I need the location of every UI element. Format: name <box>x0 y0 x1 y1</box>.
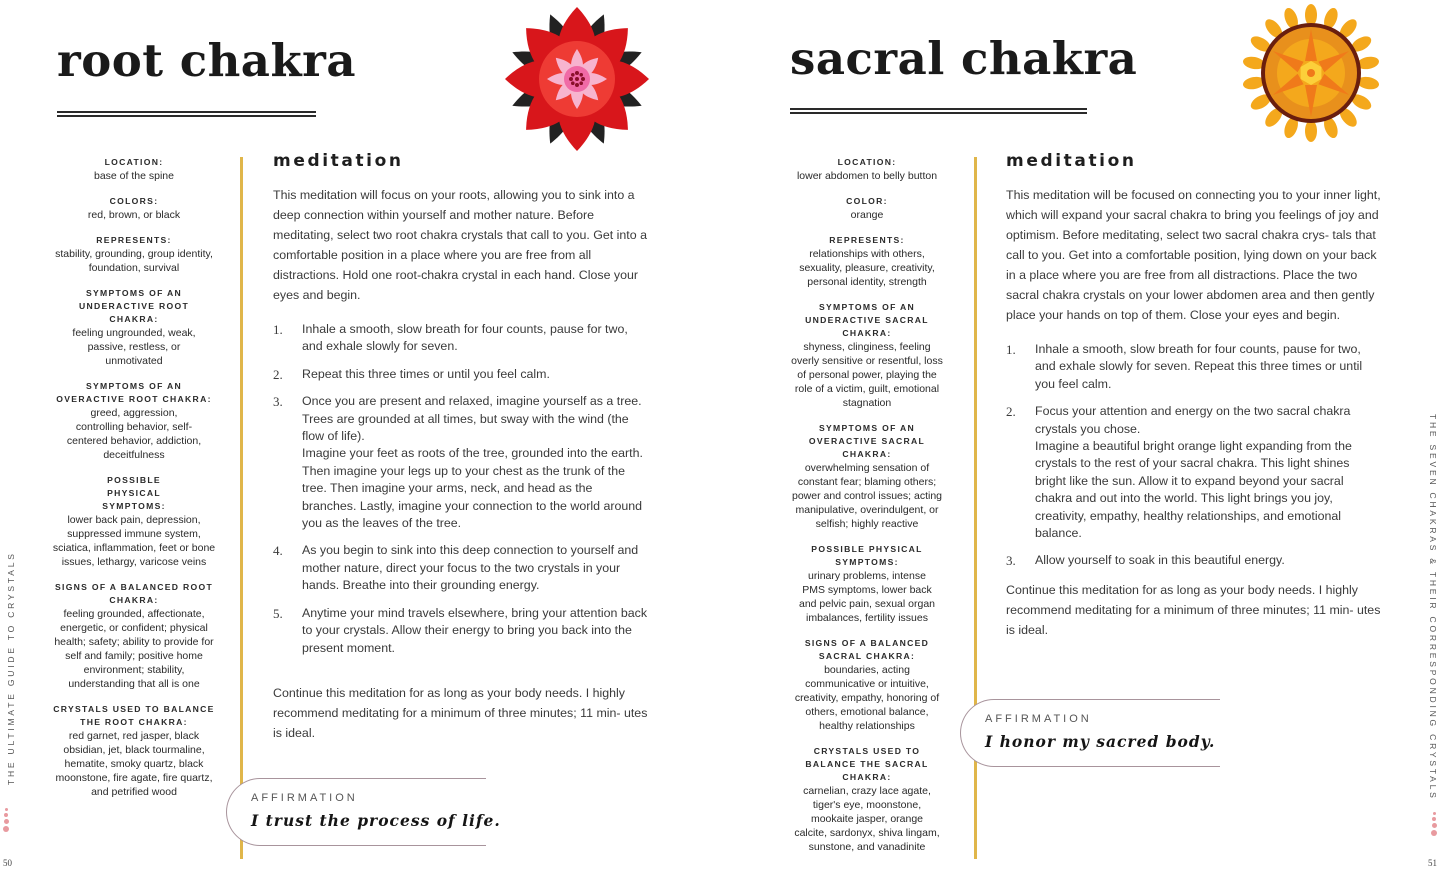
page-title: root chakra <box>57 34 357 87</box>
fact-balanced: SIGNS OF A BALANCED ROOT CHAKRA: feeling grounded, affectionate, energetic, or confident; physical health; safety; ability to provide for self and family; positive home environment; stability, understanding that all is one <box>54 582 214 690</box>
chakra-facts-sidebar <box>52 156 216 811</box>
fact-underactive: SYMPTOMS OF AN UNDERACTIVE ROOT CHAKRA: feeling ungrounded, weak, passive, restless, or unmotivated <box>72 288 196 367</box>
affirmation-text: I honor my sacred body. <box>985 732 1216 751</box>
affirmation-box <box>226 778 501 846</box>
chakra-facts-sidebar <box>788 156 946 866</box>
meditation-heading: meditation <box>273 151 404 171</box>
step-item: 2. Focus your attention and energy on the two sacral chakra crystals you chose. Imagine a beautiful bright orange light expanding from the crystals to the rest of your sacral chakra. This light shines bright like the sun. Allow it to expand beyond your sacral chakra and out into the world. This light brings you joy, creativity, empathy, healthy relationships, and emotional balance. <box>1006 404 1352 541</box>
fact-location: LOCATION: base of the spine <box>94 157 174 182</box>
step-item: 4. As you begin to sink into this deep connection to yourself and mother nature, direct your focus to the two crystals in your hands. Breathe into their grounding energy. <box>273 543 639 593</box>
affirmation-box <box>960 699 1220 767</box>
meditation-steps <box>1006 341 1382 570</box>
meditation-steps <box>273 321 648 657</box>
step-item: 2. Repeat this three times or until you feel calm. <box>273 366 550 382</box>
step-item: 5. Anytime your mind travels elsewhere, bring your attention back to your crystals. Allow their energy to bring you back into the present moment. <box>273 605 648 655</box>
fact-overactive: SYMPTOMS OF AN OVERACTIVE SACRAL CHAKRA: overwhelming sensation of constant fear; blaming others; power and control issues; acting manipulative, overindulgent, or selfish; highly reactive <box>792 423 942 530</box>
meditation-heading: meditation <box>1006 151 1137 171</box>
fact-location: LOCATION: lower abdomen to belly button <box>796 157 938 182</box>
left-page <box>0 0 722 872</box>
fact-crystals: CRYSTALS USED TO BALANCE THE SACRAL CHAKRA: carnelian, crazy lace agate, tiger's eye, moonstone, mookaite jasper, orange calcite, sardonyx, shiva lingam, sunstone, and vanadinite <box>794 746 940 853</box>
affirmation-label: AFFIRMATION <box>985 713 1092 725</box>
meditation-section <box>1006 151 1382 640</box>
fact-underactive: SYMPTOMS OF AN UNDERACTIVE SACRAL CHAKRA: shyness, clinginess, feeling overly sensitive or resentful, loss of personal power, playing the role of a victim, guilt, emotional stagnation <box>791 302 943 409</box>
fact-physical-symptoms: POSSIBLE PHYSICAL SYMPTOMS: urinary problems, intense PMS symptoms, lower back and pelvic pain, sexual organ imbalances, fertility issues <box>798 544 935 624</box>
fact-colors: COLORS: red, brown, or black <box>87 196 181 221</box>
meditation-outro: Continue this meditation for as long as your body needs. I highly recommend meditating for a minimum of three minutes; 11 min- utes is ideal. <box>273 685 648 740</box>
affirmation-text: I trust the process of life. <box>251 811 501 830</box>
meditation-intro: This meditation will be focused on connecting you to your inner light, which will expand your sacral chakra to bring you feelings of joy and optimism. Before meditating, select two sacral chakra crys- tals that call to you. Get into a comfortable position, lying down on your back in a place where you are free from all distractions. Place the two sacral chakra crystals on your lower abdomen area and then gently place your hands on top of them. Close your eyes and begin. <box>1006 188 1381 322</box>
page-number: 51 <box>1428 858 1437 868</box>
gold-divider-line <box>240 157 243 859</box>
page-title: sacral chakra <box>790 32 1138 85</box>
page-number: 50 <box>3 858 12 868</box>
fact-overactive: SYMPTOMS OF AN OVERACTIVE ROOT CHAKRA: greed, aggression, controlling behavior, self-centered behavior, addiction, deceitfulness <box>56 381 212 461</box>
right-page <box>722 0 1445 872</box>
root-chakra-lotus-icon <box>504 6 650 152</box>
running-head: THE SEVEN CHAKRAS & THEIR CORRESPONDING CRYSTALS <box>1428 414 1438 801</box>
fact-represents: REPRESENTS: relationships with others, sexuality, pleasure, creativity, personal identity, strength <box>799 235 935 288</box>
fact-represents: REPRESENTS: stability, grounding, group identity, foundation, survival <box>55 235 213 274</box>
affirmation-label: AFFIRMATION <box>251 792 358 804</box>
fact-color: COLOR: orange <box>846 196 888 221</box>
meditation-intro: This meditation will focus on your roots, allowing you to sink into a deep connection within yourself and mother nature. Before meditating, select two root chakra crystals that call to you. Get into a comfortable position in a place where you are free from all distractions. Hold one root-chakra crystal in each hand. Close your eyes and begin. <box>273 188 647 302</box>
step-item: 1. Inhale a smooth, slow breath for four counts, pause for two, and exhale slowly for seven. <box>273 322 628 354</box>
step-item: 3. Once you are present and relaxed, imagine yourself as a tree. Trees are grounded at all times, but sway with the wind (the flow of life). Imagine your feet as roots of the tree, grounded into the earth. Then imagine your legs up to your chest as the trunk of the tree. Then imagine your arms, neck, and head as the branches. Lastly, imagine your connection to the world around you as the leaves of the tree. <box>273 394 643 531</box>
sacral-chakra-mandala-icon <box>1238 2 1384 144</box>
meditation-outro: Continue this meditation for as long as your body needs. I highly recommend meditating for a minimum of three minutes; 11 min- utes is ideal. <box>1006 582 1381 637</box>
fact-balanced: SIGNS OF A BALANCED SACRAL CHAKRA: boundaries, acting communicative or intuitive, creativity, empathy, honoring of others, emotional balance, healthy relationships <box>794 638 940 732</box>
page-dots-icon <box>1430 812 1438 838</box>
step-item: 3. Allow yourself to soak in this beautiful energy. <box>1006 553 1285 569</box>
fact-physical-symptoms: POSSIBLE PHYSICAL SYMPTOMS: lower back pain, depression, suppressed immune system, sciatica, inflammation, feet or bone issues, lethargy, varicose veins <box>52 475 216 568</box>
page-dots-icon <box>2 808 10 834</box>
title-double-rule <box>790 108 1087 114</box>
step-item: 1. Inhale a smooth, slow breath for four counts, pause for two, and exhale slowly for seven. Repeat this three times or until you feel calm. <box>1006 342 1363 391</box>
fact-crystals: CRYSTALS USED TO BALANCE THE ROOT CHAKRA: red garnet, red jasper, black obsidian, jet, black tourmaline, hematite, smoky quartz, black moonstone, fire agate, fire quartz, and petrified wood <box>53 704 215 798</box>
title-double-rule <box>57 111 316 117</box>
meditation-section <box>273 151 648 743</box>
running-head: THE ULTIMATE GUIDE TO CRYSTALS <box>6 551 16 785</box>
